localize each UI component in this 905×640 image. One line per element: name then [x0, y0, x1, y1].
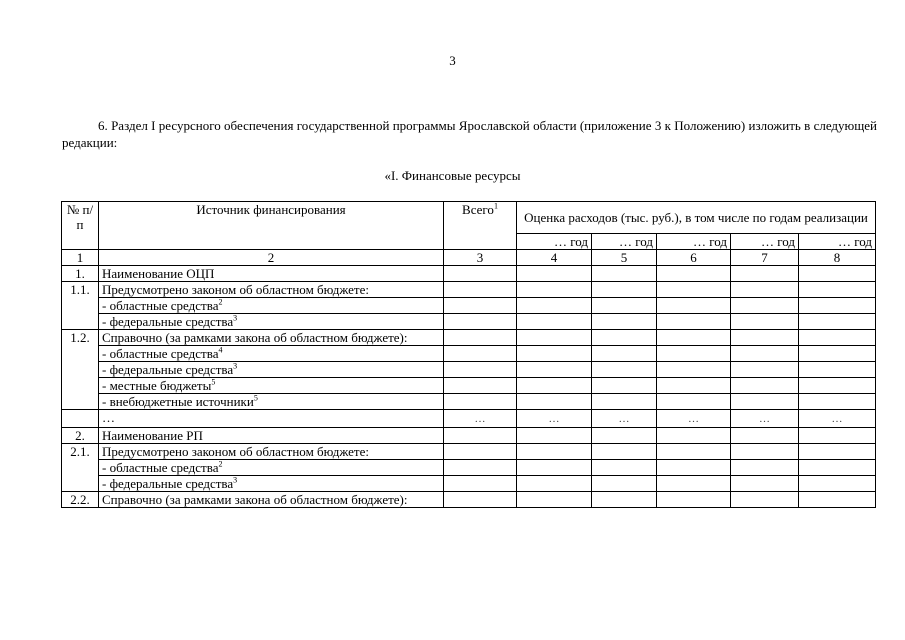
value-cell: [517, 476, 592, 492]
footnote-marker: 2: [218, 459, 223, 469]
value-cell: [592, 410, 657, 428]
row-source-name: [99, 362, 444, 378]
value-cell: [799, 460, 876, 476]
value-cell: [799, 266, 876, 282]
row-source-name: [99, 298, 444, 314]
value-cell: [657, 428, 731, 444]
value-cell: [444, 460, 517, 476]
value-cell: [657, 444, 731, 460]
header-year: … год: [731, 234, 799, 250]
value-cell: [444, 330, 517, 346]
value-cell: [731, 428, 799, 444]
table-row: [62, 314, 876, 330]
col-number: 6: [657, 250, 731, 266]
value-cell: [517, 378, 592, 394]
footnote-marker: 3: [233, 313, 238, 323]
value-cell: [517, 492, 592, 508]
value-cell: [592, 444, 657, 460]
value-cell: [657, 394, 731, 410]
table-row: [62, 410, 876, 428]
value-cell: [517, 282, 592, 298]
value-cell: [592, 346, 657, 362]
row-source-label: Предусмотрено законом об областном бюджете:: [102, 282, 369, 297]
row-number: [62, 410, 99, 428]
col-number: 4: [517, 250, 592, 266]
row-source-label: - областные средства: [102, 346, 219, 361]
value-cell: [731, 282, 799, 298]
ellipsis-cell-text: …: [759, 413, 770, 425]
value-cell: [657, 378, 731, 394]
header-year: … год: [657, 234, 731, 250]
row-source-label: - федеральные средства: [102, 362, 234, 377]
col-number: 8: [799, 250, 876, 266]
footnote-marker: 3: [233, 475, 238, 485]
value-cell: [517, 394, 592, 410]
header-num: № п/п: [62, 202, 99, 250]
ellipsis-cell-text: …: [688, 413, 699, 425]
value-cell: [444, 476, 517, 492]
row-source-label: - местные бюджеты: [102, 378, 212, 393]
value-cell: [657, 362, 731, 378]
value-cell: [731, 444, 799, 460]
row-source-label: - внебюджетные источники: [102, 394, 254, 409]
value-cell: [657, 410, 731, 428]
value-cell: [799, 428, 876, 444]
value-cell: [799, 476, 876, 492]
row-source-label: Справочно (за рамками закона об областном бюджете):: [102, 330, 408, 345]
value-cell: [731, 492, 799, 508]
ellipsis-cell-text: …: [474, 413, 486, 425]
table-row: [62, 492, 876, 508]
col-number: 7: [731, 250, 799, 266]
value-cell: [517, 362, 592, 378]
value-cell: [592, 428, 657, 444]
row-source-name: [99, 476, 444, 492]
value-cell: [444, 394, 517, 410]
value-cell: [517, 410, 592, 428]
page-number: 3: [449, 53, 456, 68]
row-source-name: [99, 266, 444, 282]
value-cell: [731, 460, 799, 476]
value-cell: [592, 282, 657, 298]
header-year: … год: [517, 234, 592, 250]
value-cell: [517, 330, 592, 346]
value-cell: [517, 460, 592, 476]
value-cell: [799, 410, 876, 428]
header-year: … год: [799, 234, 876, 250]
value-cell: [657, 330, 731, 346]
value-cell: [444, 314, 517, 330]
value-cell: [444, 428, 517, 444]
value-cell: [517, 298, 592, 314]
value-cell: [657, 476, 731, 492]
value-cell: [657, 460, 731, 476]
row-source-name: [99, 378, 444, 394]
value-cell: [657, 492, 731, 508]
row-source-label: - федеральные средства: [102, 476, 234, 491]
row-source-name: [99, 314, 444, 330]
value-cell: [592, 362, 657, 378]
value-cell: [592, 476, 657, 492]
value-cell: [444, 444, 517, 460]
value-cell: [731, 410, 799, 428]
section-title: «I. Финансовые ресурсы: [384, 168, 521, 183]
table-row: [62, 330, 876, 346]
value-cell: [799, 394, 876, 410]
column-numbers-row: [62, 250, 876, 266]
value-cell: [592, 266, 657, 282]
value-cell: [799, 492, 876, 508]
value-cell: [444, 298, 517, 314]
row-source-name: [99, 492, 444, 508]
row-source-name: [99, 444, 444, 460]
row-source-label: Наименование ОЦП: [102, 266, 215, 281]
value-cell: [444, 282, 517, 298]
footnote-marker: 5: [211, 377, 216, 387]
row-source-name: [99, 282, 444, 298]
table-row: [62, 282, 876, 298]
footnote-marker: 4: [218, 345, 223, 355]
footnote-marker: 5: [253, 393, 258, 403]
value-cell: [799, 362, 876, 378]
row-source-label: - областные средства: [102, 298, 219, 313]
row-source-label: - федеральные средства: [102, 314, 234, 329]
value-cell: [592, 298, 657, 314]
row-source-name: [99, 410, 444, 428]
value-cell: [517, 266, 592, 282]
value-cell: [517, 428, 592, 444]
paragraph-6: 6. Раздел I ресурсного обеспечения государственной программы Ярославской области (приложение 3 к Положению) изложить в следующей редакции:: [62, 118, 877, 150]
value-cell: [592, 394, 657, 410]
row-source-name: [99, 428, 444, 444]
value-cell: [517, 314, 592, 330]
row-source-name: [99, 346, 444, 362]
value-cell: [444, 378, 517, 394]
row-number: 2.2.: [62, 492, 99, 508]
row-source-name: [99, 394, 444, 410]
footnote-marker: 3: [233, 361, 238, 371]
col-number: 2: [99, 250, 444, 266]
value-cell: [592, 330, 657, 346]
value-cell: [657, 314, 731, 330]
value-cell: [731, 314, 799, 330]
table-row: [62, 394, 876, 410]
value-cell: [799, 282, 876, 298]
header-estimate: Оценка расходов (тыс. руб.), в том числе по годам реализации: [517, 202, 876, 234]
table-row: [62, 346, 876, 362]
header-row-1: [62, 202, 876, 234]
footnote-marker: 2: [218, 297, 223, 307]
row-number: 2.: [62, 428, 99, 444]
value-cell: [731, 394, 799, 410]
value-cell: [592, 460, 657, 476]
table-row: [62, 460, 876, 476]
value-cell: [799, 298, 876, 314]
value-cell: [517, 444, 592, 460]
table-row: [62, 266, 876, 282]
row-source-label: …: [102, 410, 115, 425]
col-number: 3: [444, 250, 517, 266]
table-row: [62, 476, 876, 492]
value-cell: [799, 346, 876, 362]
ellipsis-cell-text: …: [618, 413, 630, 425]
table-row: [62, 362, 876, 378]
table-row: [62, 298, 876, 314]
value-cell: [444, 362, 517, 378]
col-number: 5: [592, 250, 657, 266]
value-cell: [592, 378, 657, 394]
value-cell: [657, 298, 731, 314]
value-cell: [731, 266, 799, 282]
header-total: [444, 202, 517, 250]
value-cell: [657, 266, 731, 282]
row-number: 1.1.: [62, 282, 99, 330]
value-cell: [657, 282, 731, 298]
value-cell: [444, 346, 517, 362]
value-cell: [592, 492, 657, 508]
header-total-label: Всего: [462, 202, 494, 217]
value-cell: [799, 330, 876, 346]
row-number: 1.: [62, 266, 99, 282]
value-cell: [731, 346, 799, 362]
row-source-label: - областные средства: [102, 460, 219, 475]
header-total-sup: 1: [493, 201, 498, 211]
value-cell: [799, 378, 876, 394]
value-cell: [444, 266, 517, 282]
value-cell: [731, 378, 799, 394]
table-row: [62, 428, 876, 444]
table-row: [62, 378, 876, 394]
row-number: 2.1.: [62, 444, 99, 492]
table-row: [62, 444, 876, 460]
value-cell: [731, 362, 799, 378]
row-source-name: [99, 460, 444, 476]
ellipsis-cell-text: …: [831, 413, 843, 425]
row-source-name: [99, 330, 444, 346]
value-cell: [592, 314, 657, 330]
value-cell: [657, 346, 731, 362]
value-cell: [444, 410, 517, 428]
value-cell: [444, 492, 517, 508]
value-cell: [517, 346, 592, 362]
financial-resources-table: [61, 201, 876, 508]
row-source-label: Наименование РП: [102, 428, 203, 443]
value-cell: [731, 476, 799, 492]
value-cell: [799, 444, 876, 460]
row-source-label: Предусмотрено законом об областном бюджете:: [102, 444, 369, 459]
row-number: 1.2.: [62, 330, 99, 410]
value-cell: [731, 330, 799, 346]
col-number: 1: [62, 250, 99, 266]
value-cell: [799, 314, 876, 330]
header-year: … год: [592, 234, 657, 250]
value-cell: [731, 298, 799, 314]
ellipsis-cell-text: …: [548, 413, 560, 425]
header-source: Источник финансирования: [99, 202, 444, 250]
row-source-label: Справочно (за рамками закона об областном бюджете):: [102, 492, 408, 507]
